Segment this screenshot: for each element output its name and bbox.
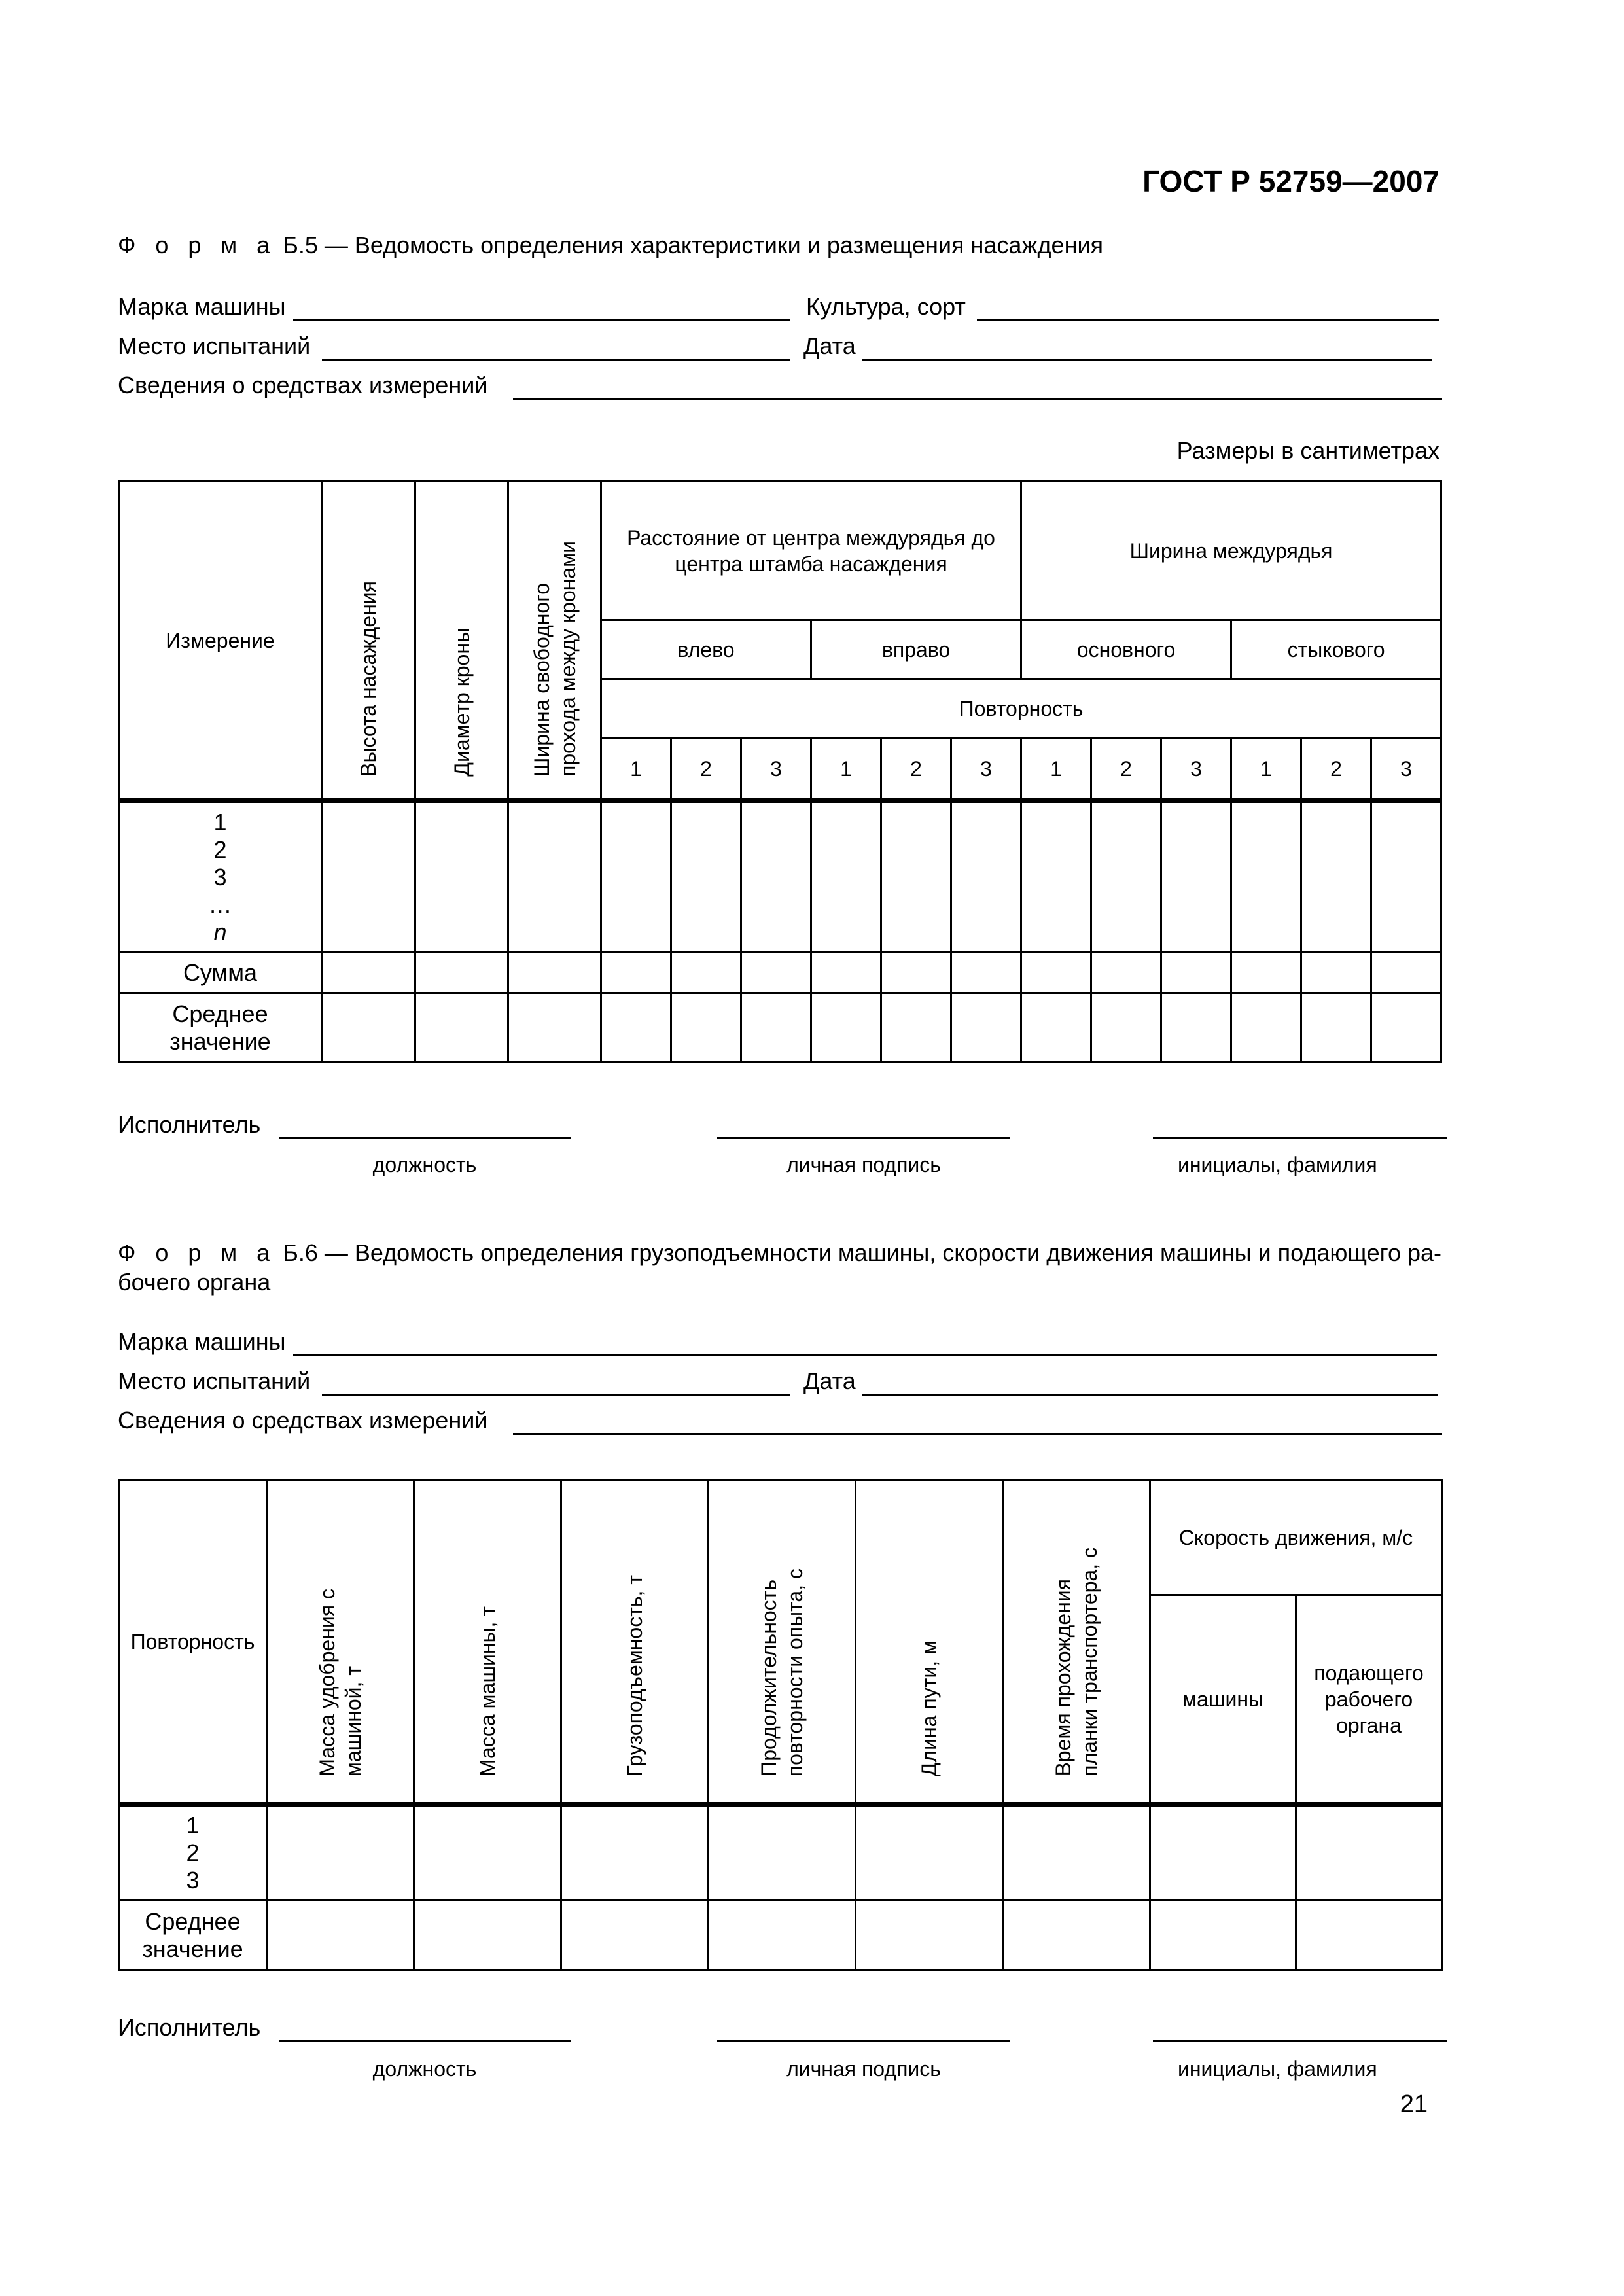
b6-row-num: 2 <box>186 1839 200 1866</box>
b5-cell[interactable] <box>1161 801 1231 953</box>
b6-col-machine-mass-text: Масса машины, т <box>476 1606 499 1776</box>
b5-cell[interactable] <box>1371 953 1441 993</box>
b6-cell[interactable] <box>1150 1900 1296 1971</box>
b5-repeat-num: 3 <box>741 738 811 801</box>
b5-position-field[interactable] <box>279 1137 571 1139</box>
b5-cell[interactable] <box>415 953 508 993</box>
b5-cell[interactable] <box>1161 993 1231 1063</box>
b5-position-caption: должность <box>372 1153 477 1176</box>
b6-col-repeat: Повторность <box>119 1480 267 1805</box>
b6-signature-field[interactable] <box>717 2040 1010 2042</box>
b6-cell[interactable] <box>1003 1805 1150 1900</box>
b6-row-num: 3 <box>186 1866 200 1894</box>
b5-cell[interactable] <box>881 953 951 993</box>
b5-cell[interactable] <box>508 953 601 993</box>
b5-group-distance <box>601 482 1021 620</box>
form-b6-prefix: Ф о р м а <box>118 1239 277 1266</box>
b6-col-plank <box>1003 1480 1150 1805</box>
b5-cell[interactable] <box>601 953 671 993</box>
b5-cell[interactable] <box>601 993 671 1063</box>
b5-repeat-num: 1 <box>811 738 881 801</box>
b5-col-height <box>322 482 415 801</box>
b5-name-field[interactable] <box>1153 1137 1447 1139</box>
b6-name-caption: инициалы, фамилия <box>1178 2057 1377 2081</box>
form-b6-title <box>118 1238 1441 1267</box>
b5-cell[interactable] <box>508 801 601 953</box>
b6-place-label: Место испытаний <box>118 1368 311 1394</box>
b5-col-crown <box>415 482 508 801</box>
form-b5-title <box>118 230 1103 260</box>
b5-col-height-text: Высота насаждения <box>357 581 380 777</box>
b6-position-caption: должность <box>372 2057 477 2081</box>
b6-cell[interactable] <box>856 1805 1003 1900</box>
b5-row-num: 2 <box>213 836 227 863</box>
b6-position-field[interactable] <box>279 2040 571 2042</box>
b5-cell[interactable] <box>741 993 811 1063</box>
b5-cell[interactable] <box>322 801 415 953</box>
b5-repeat-num: 2 <box>1301 738 1371 801</box>
b5-cell[interactable] <box>671 993 741 1063</box>
b5-cell[interactable] <box>671 953 741 993</box>
b6-date-label: Дата <box>803 1368 856 1394</box>
b6-cell[interactable] <box>1296 1805 1442 1900</box>
b5-row-sum: Сумма <box>119 953 322 993</box>
b6-name-field[interactable] <box>1153 2040 1447 2042</box>
form-b6-title-l2: бочего органа <box>118 1269 271 1296</box>
form-b5-title-text: Б.5 — Ведомость определения характеристики и размещения насаждения <box>283 232 1104 258</box>
b5-cell[interactable] <box>508 993 601 1063</box>
b5-sub-joint: стыкового <box>1231 620 1441 679</box>
b6-sub-feeding <box>1296 1595 1442 1805</box>
form-b6-table <box>118 1479 1443 1971</box>
b5-cell[interactable] <box>881 993 951 1063</box>
b6-col-fert-mass-l2: машиной, т <box>342 1665 365 1776</box>
b6-signature-caption: личная подпись <box>786 2057 941 2081</box>
b5-signature-caption: личная подпись <box>786 1153 941 1176</box>
b5-row-mean-l2: значение <box>169 1027 271 1055</box>
b5-row-numbers <box>119 801 322 953</box>
b5-group-distance-l1: Расстояние от центра междурядья до <box>627 525 995 550</box>
b5-col-passage <box>508 482 601 801</box>
b5-col-passage-l2: прохода между кронами <box>556 541 580 777</box>
b6-col-fert-mass-l1: Масса удобрения с <box>315 1589 339 1776</box>
b5-brand-field[interactable] <box>293 319 790 321</box>
b5-row-num: … <box>208 891 232 918</box>
b6-group-speed: Скорость движения, м/с <box>1150 1480 1442 1595</box>
b5-units-note: Размеры в сантиметрах <box>1176 437 1439 464</box>
b5-row-num: 3 <box>213 863 227 891</box>
b6-cell[interactable] <box>1150 1805 1296 1900</box>
b5-repeat-num: 1 <box>601 738 671 801</box>
b6-cell[interactable] <box>267 1900 414 1971</box>
b6-brand-label: Марка машины <box>118 1328 286 1355</box>
b5-crop-label: Культура, сорт <box>806 293 966 320</box>
b5-date-field[interactable] <box>862 359 1432 361</box>
b6-sub-feeding-l1: подающего <box>1314 1661 1424 1685</box>
b6-executor-label: Исполнитель <box>118 2014 261 2041</box>
b5-date-label: Дата <box>803 332 856 359</box>
b5-group-width: Ширина междурядья <box>1021 482 1441 620</box>
form-b6-title-l1: Б.6 — Ведомость определения грузоподъемности машины, скорости движения машины и подающего ра- <box>283 1239 1442 1266</box>
b5-cell[interactable] <box>322 953 415 993</box>
b5-repeat-header: Повторность <box>601 679 1441 738</box>
b6-row-mean <box>119 1900 267 1971</box>
b5-repeat-num: 3 <box>951 738 1021 801</box>
b5-cell[interactable] <box>881 801 951 953</box>
b5-cell[interactable] <box>1021 801 1091 953</box>
b5-cell[interactable] <box>951 993 1021 1063</box>
b5-sub-right: вправо <box>811 620 1021 679</box>
b5-col-crown-text: Диаметр кроны <box>450 627 474 777</box>
b6-cell[interactable] <box>709 1805 856 1900</box>
b5-cell[interactable] <box>322 993 415 1063</box>
b6-col-duration-l2: повторности опыта, с <box>783 1568 807 1776</box>
b6-sub-machine: машины <box>1150 1595 1296 1805</box>
b6-col-plank-l1: Время прохождения <box>1051 1579 1075 1776</box>
b6-cell[interactable] <box>709 1900 856 1971</box>
b5-instruments-field[interactable] <box>513 398 1442 400</box>
b5-row-mean-l1: Среднее <box>172 1000 268 1027</box>
b5-group-distance-l2: центра штамба насаждения <box>675 552 947 576</box>
b6-col-path <box>856 1480 1003 1805</box>
form-b5-prefix: Ф о р м а <box>118 232 277 258</box>
b6-instruments-field[interactable] <box>513 1433 1442 1435</box>
b5-cell[interactable] <box>1301 993 1371 1063</box>
b5-repeat-num: 2 <box>1091 738 1161 801</box>
b6-place-field[interactable] <box>322 1394 790 1396</box>
b5-cell[interactable] <box>1021 953 1091 993</box>
b5-repeat-num: 1 <box>1021 738 1091 801</box>
b6-date-field[interactable] <box>862 1394 1438 1396</box>
b5-cell[interactable] <box>1091 953 1161 993</box>
b5-cell[interactable] <box>415 801 508 953</box>
b5-row-mean <box>119 993 322 1063</box>
b6-col-plank-l2: планки транспортера, с <box>1078 1547 1101 1776</box>
page-number: 21 <box>1400 2091 1428 2118</box>
b5-cell[interactable] <box>811 953 881 993</box>
b5-cell[interactable] <box>1021 993 1091 1063</box>
b6-instruments-label: Сведения о средствах измерений <box>118 1407 488 1434</box>
b6-brand-field[interactable] <box>293 1354 1437 1356</box>
b6-cell[interactable] <box>1296 1900 1442 1971</box>
b6-cell[interactable] <box>1003 1900 1150 1971</box>
b5-repeat-num: 2 <box>881 738 951 801</box>
b5-cell[interactable] <box>601 801 671 953</box>
b5-executor-label: Исполнитель <box>118 1111 261 1138</box>
b5-cell[interactable] <box>1231 953 1301 993</box>
b6-col-duration <box>709 1480 856 1805</box>
b5-name-caption: инициалы, фамилия <box>1178 1153 1377 1176</box>
standard-header: ГОСТ Р 52759—2007 <box>1142 164 1439 198</box>
b6-cell[interactable] <box>856 1900 1003 1971</box>
b6-row-mean-l1: Среднее <box>145 1907 241 1935</box>
b6-col-machine-mass <box>414 1480 561 1805</box>
b6-cell[interactable] <box>414 1805 561 1900</box>
b6-cell[interactable] <box>561 1900 709 1971</box>
b5-cell[interactable] <box>1231 993 1301 1063</box>
b6-sub-feeding-l3: органа <box>1336 1713 1402 1737</box>
b5-repeat-num: 3 <box>1371 738 1441 801</box>
b5-cell[interactable] <box>1371 801 1441 953</box>
b5-cell[interactable] <box>1371 993 1441 1063</box>
b5-cell[interactable] <box>741 801 811 953</box>
b5-cell[interactable] <box>671 801 741 953</box>
b5-instruments-label: Сведения о средствах измерений <box>118 372 488 398</box>
b5-sub-main: основного <box>1021 620 1231 679</box>
b5-repeat-num: 1 <box>1231 738 1301 801</box>
b6-row-numbers <box>119 1805 267 1900</box>
b5-place-label: Место испытаний <box>118 332 311 359</box>
b5-cell[interactable] <box>1161 953 1231 993</box>
b5-col-passage-l1: Ширина свободного <box>529 583 554 777</box>
b5-cell[interactable] <box>741 953 811 993</box>
b5-crop-field[interactable] <box>977 319 1439 321</box>
b5-signature-field[interactable] <box>717 1137 1010 1139</box>
b5-cell[interactable] <box>1091 993 1161 1063</box>
b5-cell[interactable] <box>415 993 508 1063</box>
b5-row-num: 1 <box>213 808 227 836</box>
b6-col-capacity-text: Грузоподъемность, т <box>623 1574 646 1776</box>
b6-cell[interactable] <box>414 1900 561 1971</box>
b5-place-field[interactable] <box>322 359 790 361</box>
b5-cell[interactable] <box>811 993 881 1063</box>
b5-repeat-num: 2 <box>671 738 741 801</box>
b5-sub-left: влево <box>601 620 811 679</box>
b6-cell[interactable] <box>267 1805 414 1900</box>
b5-cell[interactable] <box>1091 801 1161 953</box>
b5-cell[interactable] <box>1231 801 1301 953</box>
b5-col-measure: Измерение <box>119 482 322 801</box>
b6-cell[interactable] <box>561 1805 709 1900</box>
b6-col-path-text: Длина пути, м <box>917 1640 941 1776</box>
b5-row-num: n <box>213 918 227 945</box>
b6-col-fert-mass <box>267 1480 414 1805</box>
b5-brand-label: Марка машины <box>118 293 286 320</box>
b5-repeat-num: 3 <box>1161 738 1231 801</box>
b6-row-num: 1 <box>186 1811 200 1839</box>
b5-cell[interactable] <box>951 953 1021 993</box>
b5-cell[interactable] <box>951 801 1021 953</box>
b5-cell[interactable] <box>1301 953 1371 993</box>
b5-cell[interactable] <box>811 801 881 953</box>
b6-row-mean-l2: значение <box>142 1935 243 1962</box>
b6-sub-feeding-l2: рабочего <box>1324 1687 1413 1711</box>
b6-col-capacity <box>561 1480 709 1805</box>
form-b5-table <box>118 480 1442 1063</box>
b5-cell[interactable] <box>1301 801 1371 953</box>
b6-col-duration-l1: Продолжительность <box>757 1580 781 1776</box>
